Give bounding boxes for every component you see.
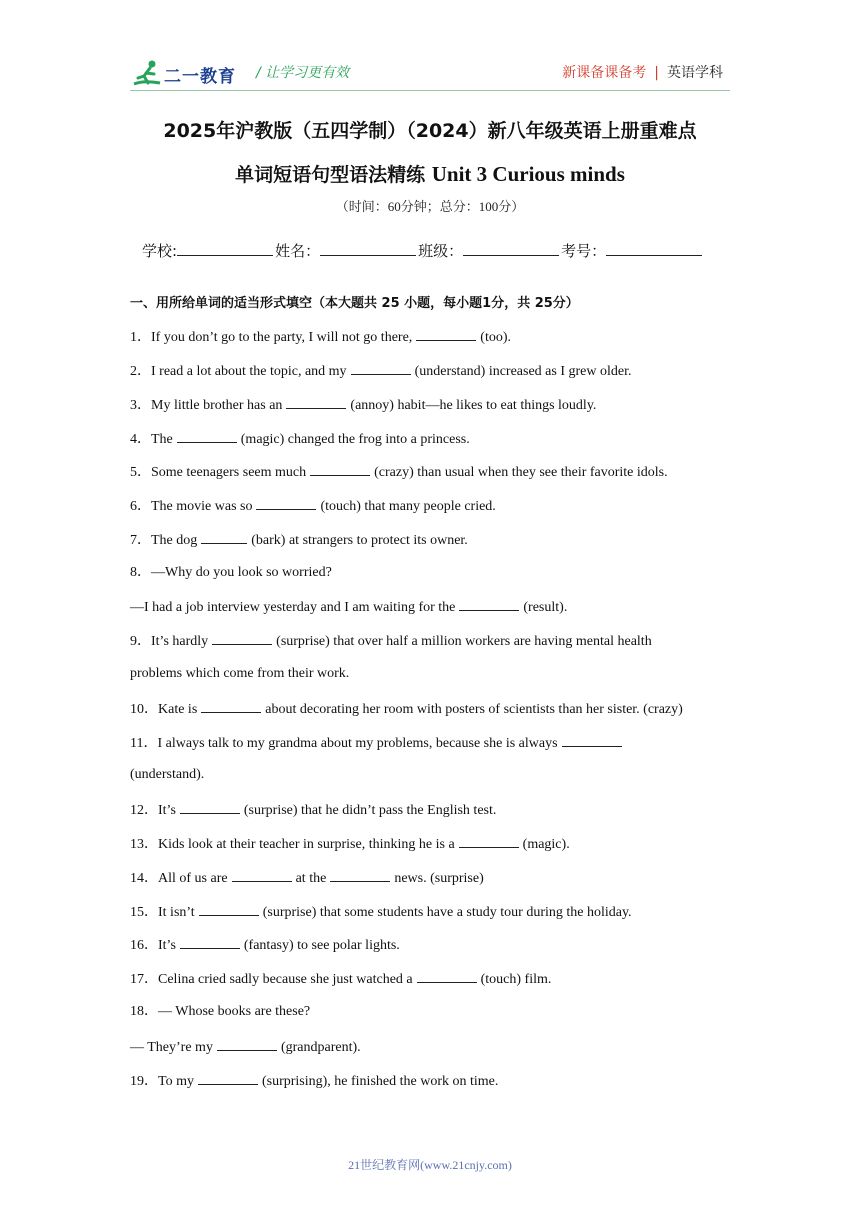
page-title: 2025年沪教版（五四学制）（2024）新八年级英语上册重难点 (163, 120, 697, 142)
question-text: 17．Celina cried sadly because she just watched a (130, 972, 413, 987)
question-text: 12．It’s (130, 803, 176, 818)
question-12 (130, 800, 496, 820)
answer-blank[interactable] (417, 969, 477, 983)
answer-blank[interactable] (201, 530, 247, 544)
question-8-line1: 8．—Why do you look so worried? (130, 565, 332, 580)
question-text: 16．It’s (130, 938, 176, 953)
question-text: 10．Kate is (130, 702, 198, 717)
answer-blank[interactable] (286, 395, 346, 409)
answer-blank[interactable] (562, 733, 622, 747)
question-9 (130, 631, 652, 651)
question-text: 3．My little brother has an (130, 398, 283, 413)
slogan: / 让学习更有效 (256, 65, 350, 81)
question-text: (touch) film. (480, 972, 552, 987)
logo-text: 二一教育 (164, 67, 236, 87)
answer-blank[interactable] (212, 631, 272, 645)
question-text: (too). (480, 330, 512, 345)
page-header (0, 0, 860, 100)
answer-blank[interactable] (351, 361, 411, 375)
answer-blank[interactable] (330, 868, 390, 882)
exam-no-label: 考号： (561, 242, 607, 260)
question-text: (bark) at strangers to protect its owner. (251, 533, 468, 548)
question-6 (130, 496, 496, 516)
header-subject: 英语学科 (667, 65, 723, 81)
question-17 (130, 969, 551, 989)
question-text: (surprising), he finished the work on time. (261, 1074, 499, 1089)
question-text: (annoy) habit—he likes to eat things loudly. (350, 398, 597, 413)
question-19 (130, 1071, 498, 1091)
answer-blank[interactable] (416, 327, 476, 341)
question-text: (grandparent). (280, 1040, 361, 1055)
header-separator: | (654, 65, 659, 81)
question-text: (fantasy) to see polar lights. (243, 938, 400, 953)
question-15 (130, 902, 632, 922)
answer-blank[interactable] (177, 429, 237, 443)
question-text: (touch) that many people cried. (320, 499, 496, 514)
question-text: (result). (523, 600, 568, 615)
question-13 (130, 834, 570, 854)
question-7 (130, 530, 468, 550)
question-9-line2: problems which come from their work. (130, 666, 350, 681)
student-fields (142, 240, 704, 261)
question-text: 11．I always talk to my grandma about my problems, because she is always (130, 736, 558, 751)
answer-blank[interactable] (459, 597, 519, 611)
question-text: 4．The (130, 432, 173, 447)
question-text: (surprise) that he didn’t pass the English test. (243, 803, 497, 818)
answer-blank[interactable] (180, 800, 240, 814)
question-2 (130, 361, 631, 381)
question-11-line2: (understand). (130, 767, 205, 782)
class-field[interactable] (463, 241, 559, 256)
answer-blank[interactable] (217, 1037, 277, 1051)
question-text: news. (surprise) (394, 871, 484, 886)
question-10 (130, 699, 683, 719)
runner-logo-icon (130, 58, 166, 90)
question-text: 7．The dog (130, 533, 198, 548)
question-text: 14．All of us are (130, 871, 228, 886)
question-text: (magic) changed the frog into a princess. (240, 432, 470, 447)
school-field[interactable] (177, 241, 273, 256)
page-footer: 21世纪教育网(www.21cnjy.com) (348, 1158, 512, 1172)
question-text: (surprise) that some students have a study tour during the holiday. (262, 905, 632, 920)
answer-blank[interactable] (256, 496, 316, 510)
question-text: 6．The movie was so (130, 499, 253, 514)
question-3 (130, 395, 596, 415)
question-text: about decorating her room with posters of scientists than her sister. (crazy) (265, 702, 683, 717)
question-4 (130, 429, 470, 449)
question-text: 13．Kids look at their teacher in surprise, thinking he is a (130, 837, 455, 852)
question-text: 9．It’s hardly (130, 634, 209, 649)
question-8 (130, 597, 567, 617)
question-text: (magic). (522, 837, 570, 852)
question-16 (130, 935, 400, 955)
section-title: 一、用所给单词的适当形式填空（本大题共 25 小题，每小题1分，共 25分） (130, 296, 579, 311)
question-18-line1: 18．— Whose books are these? (130, 1004, 311, 1019)
logo (130, 58, 242, 90)
question-18 (130, 1037, 361, 1057)
question-text: (understand) increased as I grew older. (414, 364, 632, 379)
header-divider (130, 90, 730, 91)
question-text: 1．If you don’t go to the party, I will not go there, (130, 330, 413, 345)
answer-blank[interactable] (199, 902, 259, 916)
page-subtitle (0, 160, 860, 187)
name-field[interactable] (320, 241, 416, 256)
answer-blank[interactable] (198, 1071, 258, 1085)
question-text: — They’re my (130, 1040, 213, 1055)
question-5 (130, 462, 668, 482)
question-14 (130, 868, 484, 888)
name-label: 姓名： (275, 242, 321, 260)
question-11 (130, 733, 626, 753)
question-text: 5．Some teenagers seem much (130, 465, 307, 480)
exam-no-field[interactable] (606, 241, 702, 256)
exam-meta: （时间：60分钟；总分：100分） (335, 199, 525, 214)
question-text: (surprise) that over half a million workers are having mental health (276, 634, 652, 649)
answer-blank[interactable] (201, 699, 261, 713)
question-text: (crazy) than usual when they see their favorite idols. (374, 465, 668, 480)
subtitle-cn: 单词短语句型语法精练 (235, 164, 426, 186)
answer-blank[interactable] (459, 834, 519, 848)
question-text: at the (295, 871, 327, 886)
class-label: 班级： (418, 242, 464, 260)
question-text: 19．To my (130, 1074, 194, 1089)
question-text: 15．It isn’t (130, 905, 195, 920)
answer-blank[interactable] (180, 935, 240, 949)
school-label: 学校: (142, 242, 178, 260)
question-text: 2．I read a lot about the topic, and my (130, 364, 347, 379)
question-text: —I had a job interview yesterday and I am waiting for the (130, 600, 456, 615)
header-right-label: 新课备课备考 (562, 65, 647, 81)
header-right (562, 62, 723, 82)
answer-blank[interactable] (310, 462, 370, 476)
answer-blank[interactable] (232, 868, 292, 882)
subtitle-en: Unit 3 Curious minds (431, 162, 625, 186)
question-1 (130, 327, 511, 347)
